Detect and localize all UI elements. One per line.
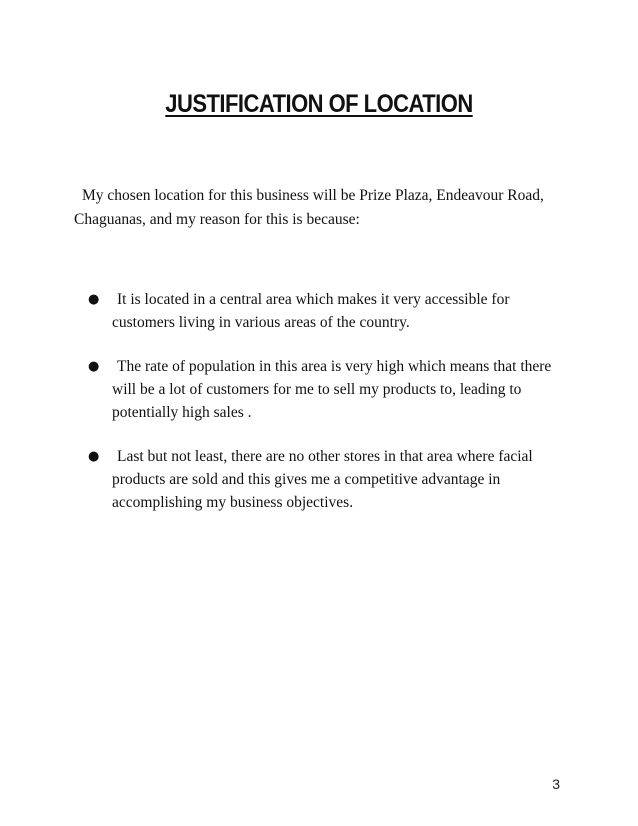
list-item-text: Last but not least, there are no other stores in that area where facial products are sold and this gives me a competitive advantage in accomplishing my business objectives.: [112, 448, 533, 511]
bullet-icon: ●: [88, 359, 100, 374]
intro-paragraph: My chosen location for this business will be Prize Plaza, Endeavour Road, Chaguanas, and my reason for this is because:: [74, 187, 544, 228]
list-item: [74, 288, 564, 334]
list-item: [74, 445, 564, 514]
page-number: 3: [552, 776, 560, 792]
bullet-list: [74, 288, 564, 535]
list-item: [74, 355, 564, 424]
page-title: JUSTIFICATION OF LOCATION: [165, 90, 473, 118]
list-item-text: It is located in a central area which makes it very accessible for customers living in various areas of the country.: [112, 291, 510, 331]
bullet-icon: ●: [88, 292, 100, 307]
bullet-icon: ●: [88, 449, 100, 464]
list-item-text: The rate of population in this area is very high which means that there will be a lot of customers for me to sell my products to, leading to potentially high sales .: [112, 358, 552, 421]
